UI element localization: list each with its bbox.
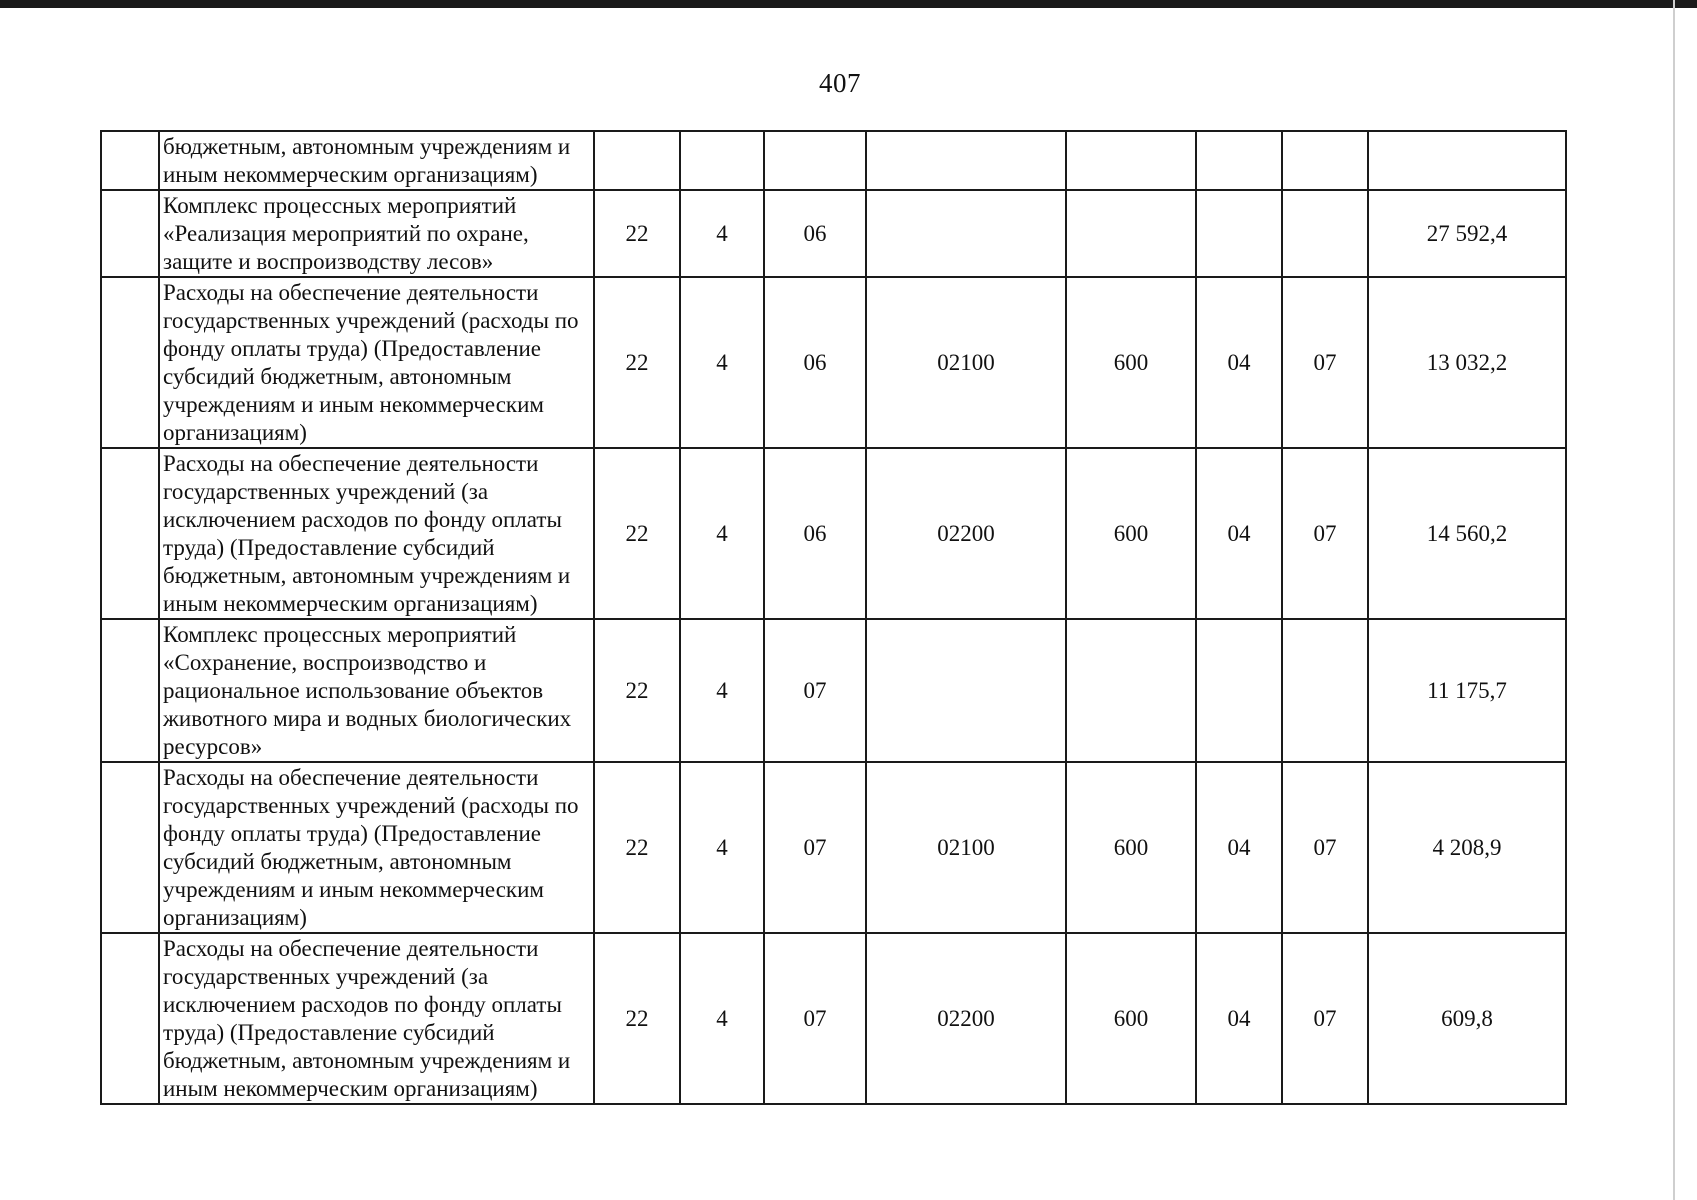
code-cell: 4 (680, 762, 764, 933)
code-cell: 02100 (866, 762, 1066, 933)
scan-border-top (0, 0, 1697, 8)
code-cell: 06 (764, 277, 866, 448)
code-cell (1066, 190, 1196, 277)
description-cell: Расходы на обеспечение деятельности государственных учреждений (за исключением расходов по фонду оплаты труда) (Предоставление субсидий бюджетным, автономным учреждениям и иным некоммерческим организациям) (159, 933, 594, 1104)
amount-cell: 609,8 (1368, 933, 1566, 1104)
code-cell: 07 (764, 619, 866, 762)
code-cell (1282, 190, 1368, 277)
code-cell (866, 190, 1066, 277)
code-cell: 4 (680, 619, 764, 762)
code-cell: 04 (1196, 277, 1282, 448)
amount-cell: 14 560,2 (1368, 448, 1566, 619)
code-cell: 4 (680, 448, 764, 619)
amount-cell: 13 032,2 (1368, 277, 1566, 448)
description-cell: Комплекс процессных мероприятий «Реализация мероприятий по охране, защите и воспроизводству лесов» (159, 190, 594, 277)
description-cell: Расходы на обеспечение деятельности государственных учреждений (расходы по фонду оплаты труда) (Предоставление субсидий бюджетным, автономным учреждениям и иным некоммерческим организациям) (159, 277, 594, 448)
code-cell: 22 (594, 448, 680, 619)
table-row (101, 619, 1566, 762)
code-cell (680, 131, 764, 190)
code-cell: 4 (680, 933, 764, 1104)
budget-table (100, 130, 1567, 1105)
code-cell (764, 131, 866, 190)
code-cell (1282, 131, 1368, 190)
index-cell (101, 762, 159, 933)
code-cell: 06 (764, 448, 866, 619)
table-row (101, 277, 1566, 448)
code-cell: 600 (1066, 448, 1196, 619)
amount-cell: 4 208,9 (1368, 762, 1566, 933)
code-cell: 600 (1066, 762, 1196, 933)
code-cell: 07 (1282, 448, 1368, 619)
amount-cell: 27 592,4 (1368, 190, 1566, 277)
index-cell (101, 277, 159, 448)
index-cell (101, 131, 159, 190)
code-cell (1196, 131, 1282, 190)
code-cell: 07 (1282, 933, 1368, 1104)
code-cell: 07 (1282, 277, 1368, 448)
amount-cell: 11 175,7 (1368, 619, 1566, 762)
code-cell (866, 619, 1066, 762)
code-cell: 02200 (866, 448, 1066, 619)
description-cell: Расходы на обеспечение деятельности государственных учреждений (за исключением расходов по фонду оплаты труда) (Предоставление субсидий бюджетным, автономным учреждениям и иным некоммерческим организациям) (159, 448, 594, 619)
code-cell (1066, 619, 1196, 762)
code-cell (866, 131, 1066, 190)
code-cell (1196, 619, 1282, 762)
code-cell: 06 (764, 190, 866, 277)
code-cell: 22 (594, 277, 680, 448)
code-cell: 22 (594, 762, 680, 933)
code-cell (594, 131, 680, 190)
code-cell: 02200 (866, 933, 1066, 1104)
code-cell: 600 (1066, 277, 1196, 448)
table-row (101, 762, 1566, 933)
code-cell: 22 (594, 190, 680, 277)
index-cell (101, 933, 159, 1104)
description-cell: Расходы на обеспечение деятельности государственных учреждений (расходы по фонду оплаты труда) (Предоставление субсидий бюджетным, автономным учреждениям и иным некоммерческим организациям) (159, 762, 594, 933)
code-cell: 4 (680, 277, 764, 448)
table-row (101, 933, 1566, 1104)
code-cell: 07 (1282, 762, 1368, 933)
code-cell: 04 (1196, 762, 1282, 933)
code-cell (1066, 131, 1196, 190)
table-row (101, 190, 1566, 277)
description-cell: Комплекс процессных мероприятий «Сохранение, воспроизводство и рациональное использование объектов животного мира и водных биологических ресурсов» (159, 619, 594, 762)
code-cell: 22 (594, 933, 680, 1104)
code-cell: 07 (764, 933, 866, 1104)
code-cell (1282, 619, 1368, 762)
code-cell (1196, 190, 1282, 277)
index-cell (101, 448, 159, 619)
code-cell: 22 (594, 619, 680, 762)
scan-border-right (1673, 0, 1675, 1200)
index-cell (101, 619, 159, 762)
page-number: 407 (819, 68, 861, 98)
table-row (101, 131, 1566, 190)
code-cell: 4 (680, 190, 764, 277)
code-cell: 600 (1066, 933, 1196, 1104)
description-cell: бюджетным, автономным учреждениям и иным некоммерческим организациям) (159, 131, 594, 190)
index-cell (101, 190, 159, 277)
code-cell: 02100 (866, 277, 1066, 448)
table-row (101, 448, 1566, 619)
amount-cell (1368, 131, 1566, 190)
code-cell: 04 (1196, 448, 1282, 619)
code-cell: 07 (764, 762, 866, 933)
code-cell: 04 (1196, 933, 1282, 1104)
